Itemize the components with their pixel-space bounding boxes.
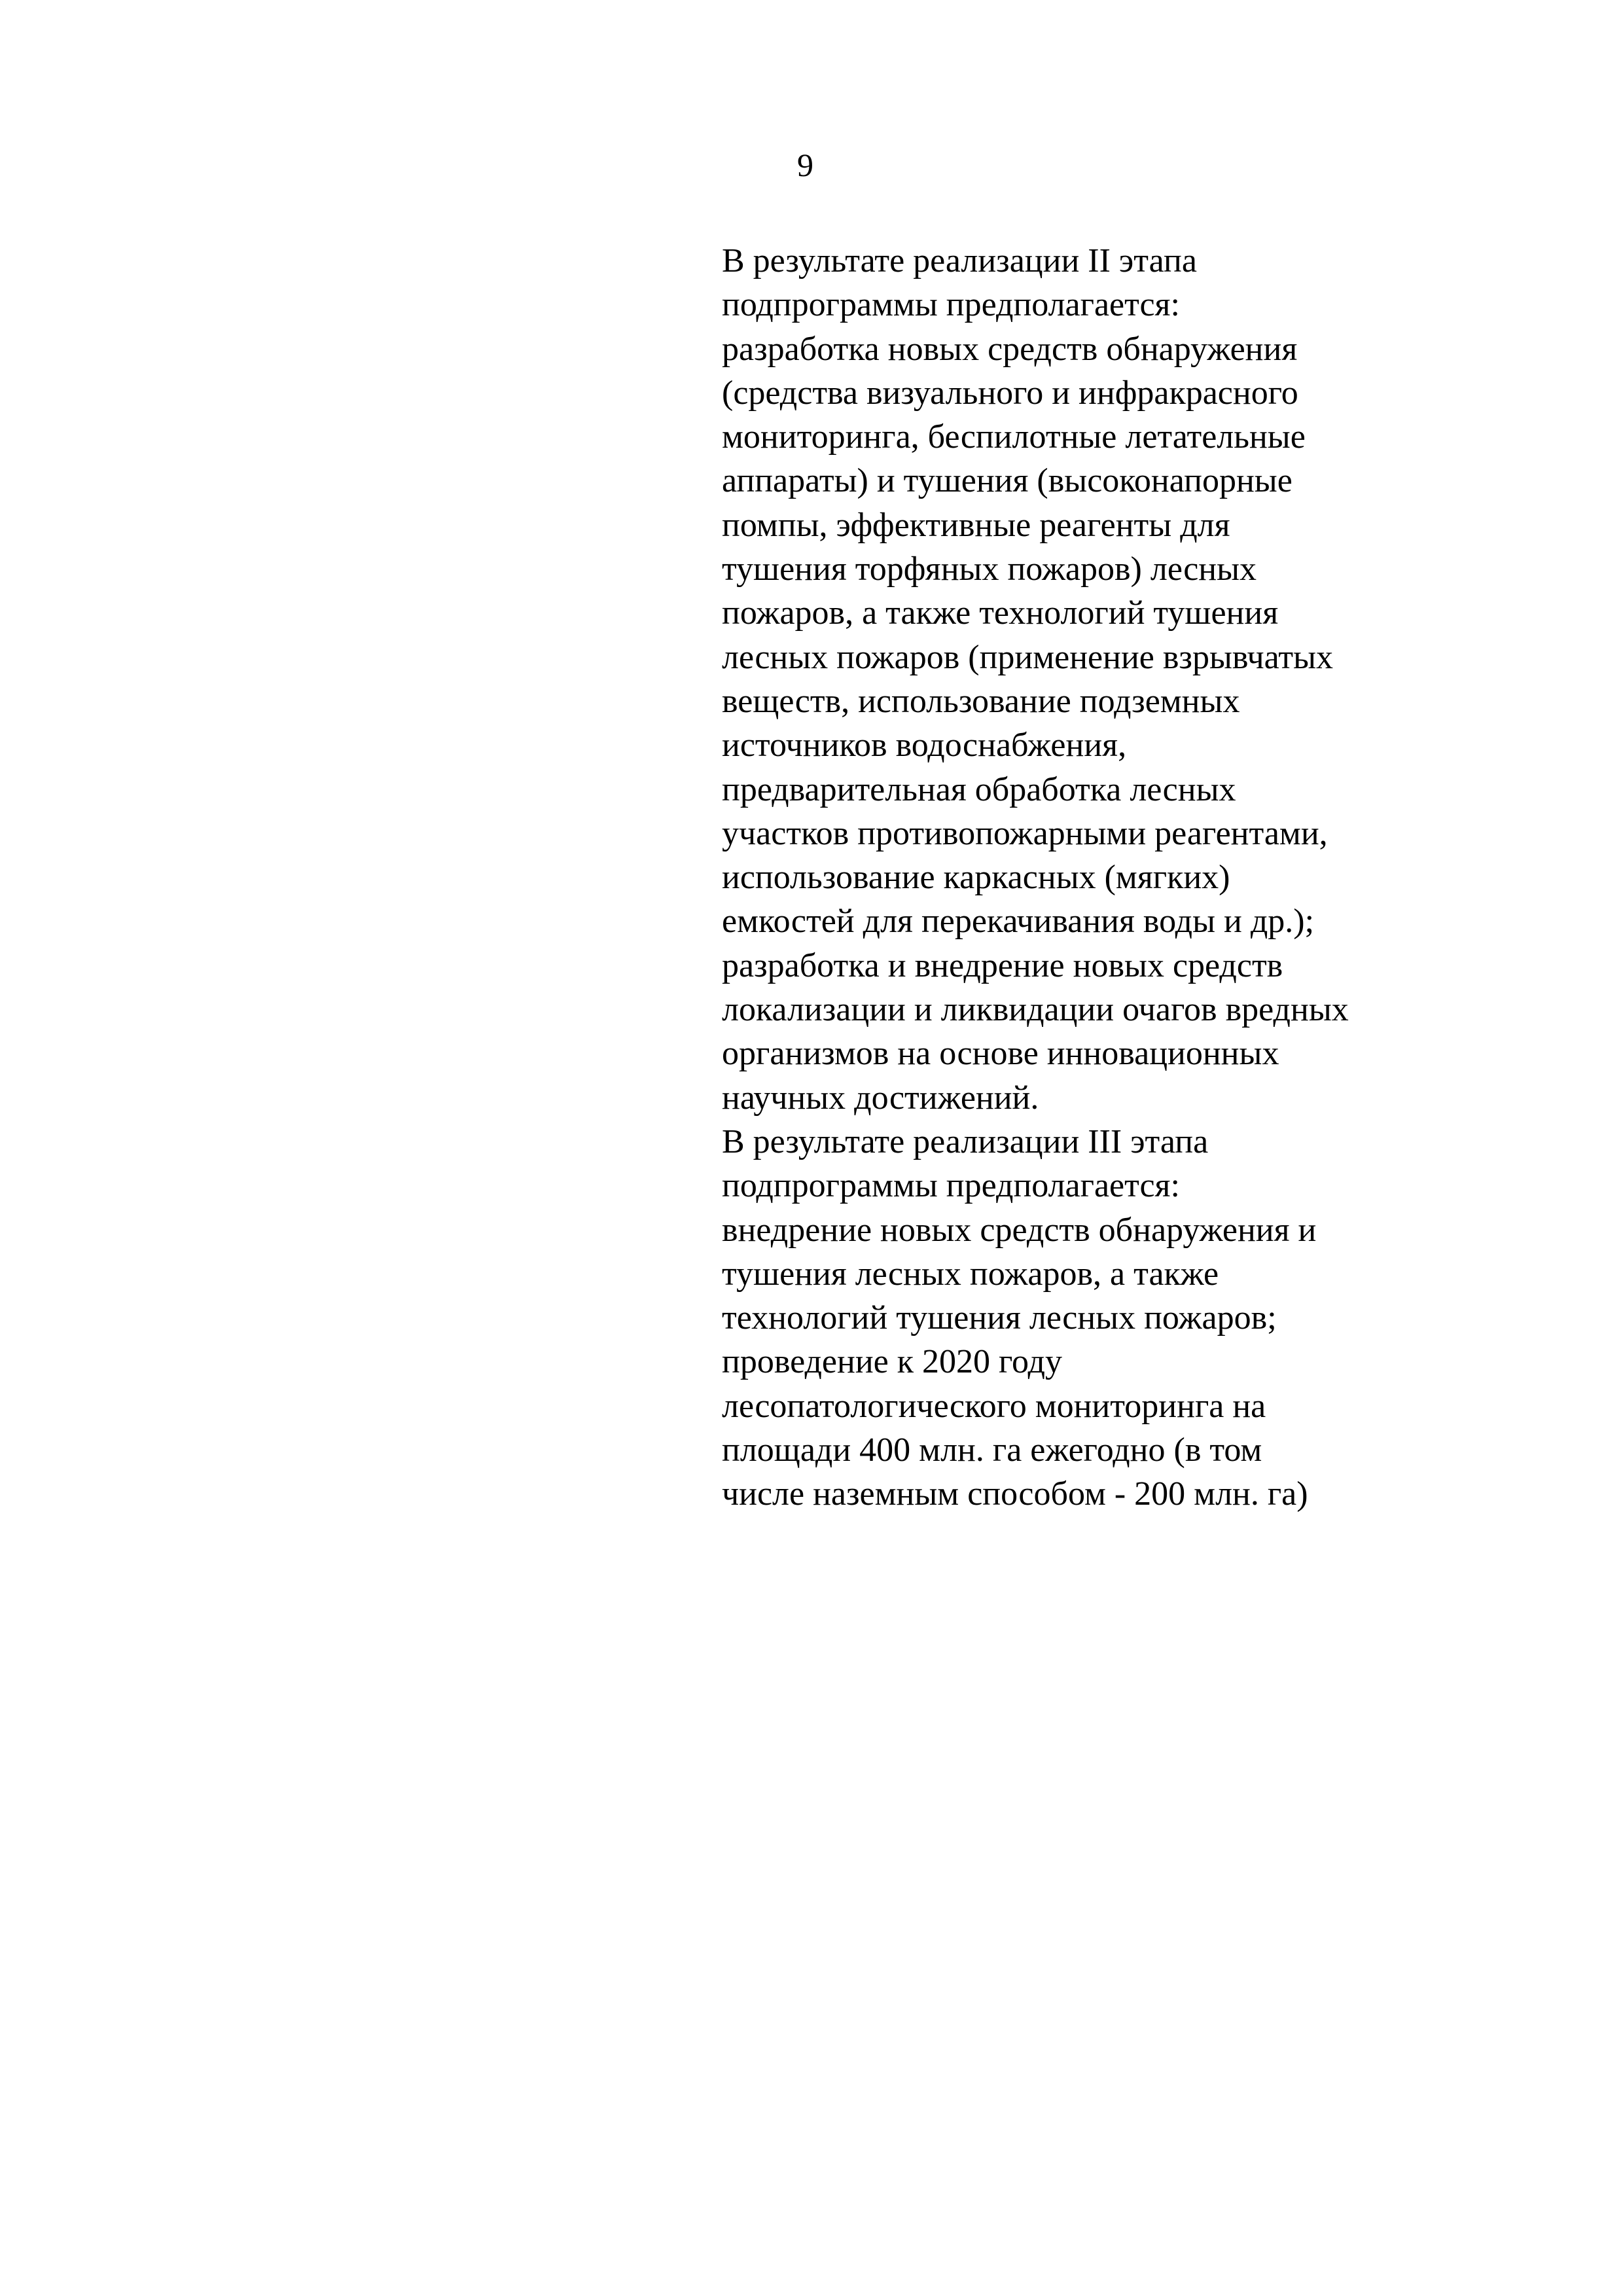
page-number: 9	[797, 147, 813, 183]
text-line: аппараты) и тушения (высоконапорные	[722, 462, 1293, 500]
text-line: разработка новых средств обнаружения	[722, 330, 1298, 368]
text-line: технологий тушения лесных пожаров;	[722, 1299, 1277, 1337]
text-line: научных достижений.	[722, 1079, 1039, 1117]
text-line: использование каркасных (мягких)	[722, 859, 1230, 897]
text-line: лесных пожаров (применение взрывчатых	[722, 638, 1334, 676]
text-line: помпы, эффективные реагенты для	[722, 506, 1230, 544]
text-line: источников водоснабжения,	[722, 726, 1127, 764]
text-line: В результате реализации III этапа	[722, 1122, 1209, 1160]
text-line: площади 400 млн. га ежегодно (в том	[722, 1431, 1262, 1469]
text-line: внедрение новых средств обнаружения и	[722, 1211, 1317, 1249]
text-line: емкостей для перекачивания воды и др.);	[722, 903, 1315, 941]
text-line: веществ, использование подземных	[722, 682, 1240, 720]
body-text	[722, 239, 1573, 1516]
text-line: В результате реализации II этапа	[722, 242, 1197, 279]
text-line: проведение к 2020 году	[722, 1343, 1062, 1381]
text-line: тушения лесных пожаров, а также	[722, 1255, 1219, 1293]
text-line: числе наземным способом - 200 млн. га)	[722, 1475, 1308, 1513]
text-line: участков противопожарными реагентами,	[722, 814, 1328, 852]
text-line: предварительная обработка лесных	[722, 770, 1236, 808]
text-line: разработка и внедрение новых средств	[722, 946, 1283, 984]
text-line: локализации и ликвидации очагов вредных	[722, 991, 1349, 1029]
text-line: (средства визуального и инфракрасного	[722, 374, 1298, 412]
text-line: тушения торфяных пожаров) лесных	[722, 550, 1257, 588]
text-line: подпрограммы предполагается:	[722, 1167, 1180, 1205]
text-line: пожаров, а также технологий тушения	[722, 594, 1279, 632]
text-line: подпрограммы предполагается:	[722, 286, 1180, 324]
text-line: мониторинга, беспилотные летательные	[722, 418, 1306, 456]
text-line: организмов на основе инновационных	[722, 1035, 1279, 1073]
text-line: лесопатологического мониторинга на	[722, 1387, 1266, 1425]
